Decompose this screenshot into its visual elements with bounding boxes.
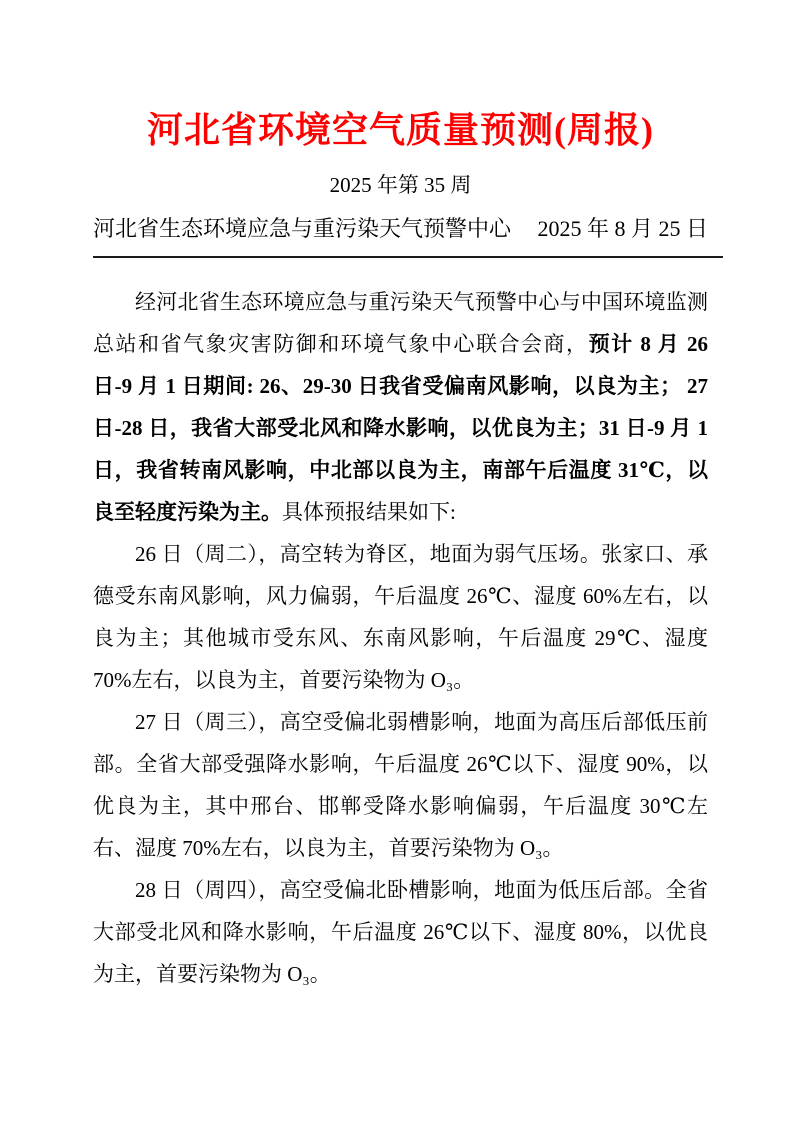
week-subtitle: 2025 年第 35 周 [329, 173, 472, 197]
organization-name: 河北省生态环境应急与重污染天气预警中心 [93, 216, 512, 241]
report-date: 2025 年 8 月 25 日 [537, 216, 708, 241]
paragraph-day28-forecast: 28 日（周四），高空受偏北卧槽影响，地面为低压后部。全省大部受北风和降水影响，午后温度 26℃以下、湿度 80%，以优良为主，首要污染物为 O₃。 [93, 878, 708, 986]
paragraph-day26-forecast: 26 日（周二），高空转为脊区，地面为弱气压场。张家口、承德受东南风影响，风力偏弱，午后温度 26℃、湿度 60%左右，以良为主；其他城市受东风、东南风影响，午后温度 29℃、湿度 70%左右，以良为主，首要污染物为 O₃。 [93, 542, 708, 692]
document-content [93, 0, 708, 995]
summary-tail-text: 具体预报结果如下: [282, 500, 456, 524]
summary-lead-text: 经河北省生态环境应急与重污染天气预警中心与中国环境监测总站和省气象灾害防御和环境气象中心联合会商， [93, 290, 708, 356]
byline-row [93, 214, 708, 243]
document-body [93, 281, 708, 995]
header-divider [93, 256, 723, 258]
paragraph-day27-forecast: 27 日（周三），高空受偏北弱槽影响，地面为高压后部低压前部。全省大部受强降水影响，午后温度 26℃以下、湿度 90%，以优良为主，其中邢台、邯郸受降水影响偏弱，午后温度 30℃左右、湿度 70%左右，以良为主，首要污染物为 O₃。 [93, 710, 708, 860]
page-title: 河北省环境空气质量预测(周报) [147, 110, 654, 150]
paragraph-forecast-summary [93, 281, 708, 533]
summary-bold-forecast: 预计 8 月 26 日-9 月 1 日期间: 26、29-30 日我省受偏南风影响，以良为主； 27 日-28 日，我省大部受北风和降水影响，以优良为主；31 日-9 月 1 日，我省转南风影响，中北部以良为主，南部午后温度 31℃，以良至轻度污染为主。 [93, 332, 709, 524]
